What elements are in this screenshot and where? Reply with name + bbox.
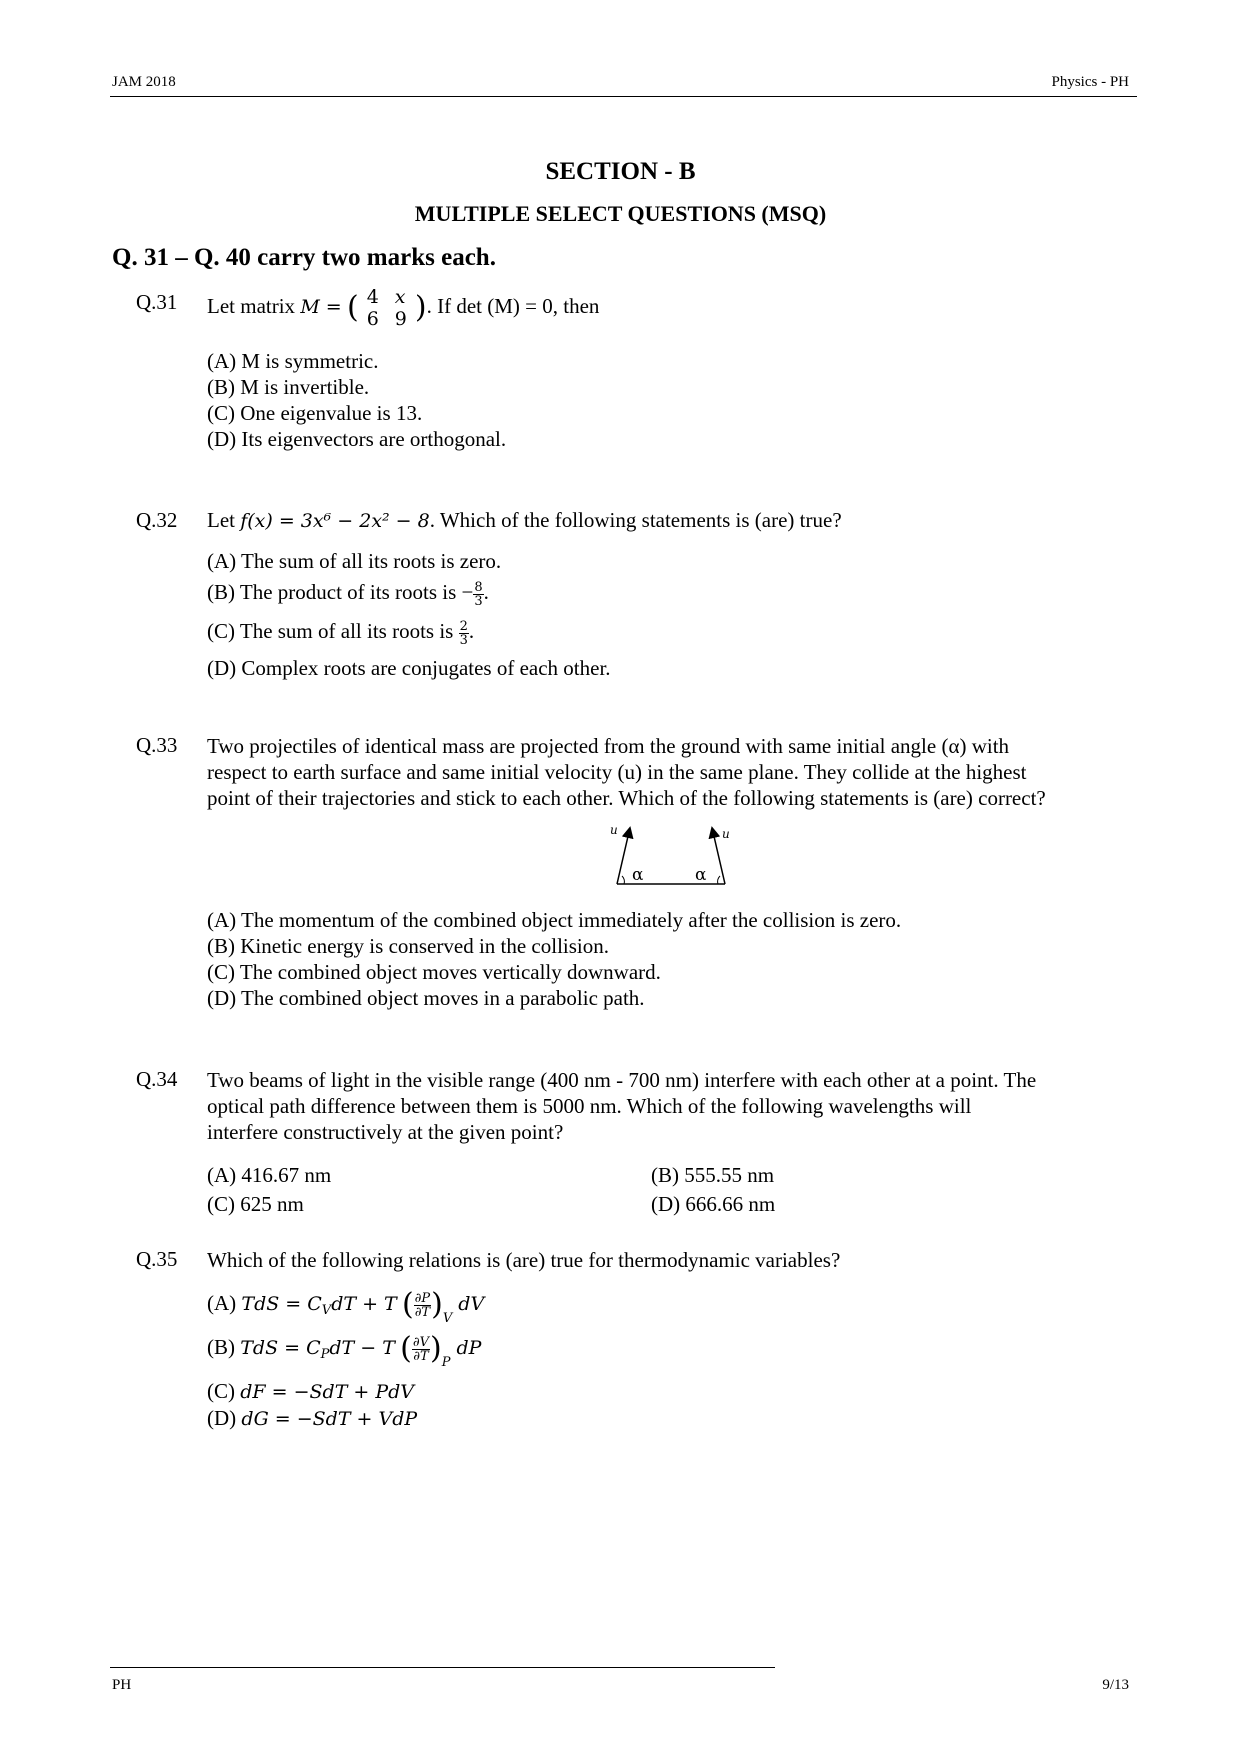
- header-right: Physics - PH: [1051, 74, 1129, 90]
- q34-option-b: (B) 555.55 nm: [651, 1163, 775, 1187]
- q31-post: . If det (M) = 0, then: [426, 293, 600, 318]
- marks-note: Q. 31 – Q. 40 carry two marks each.: [112, 244, 496, 271]
- velocity-arrow-left: [617, 832, 629, 884]
- section-title: SECTION - B: [545, 158, 696, 185]
- fraction-numerator: ∂V: [412, 1334, 429, 1350]
- header-left: JAM 2018: [112, 74, 176, 90]
- q35-option-a: (A) TdS = $C_VdT + T$ ( $\frac{\partial P}{\partial T}$ )$_V$ dV: [207, 1287, 485, 1326]
- partial-derivative: [412, 1336, 430, 1363]
- fraction-denominator: ∂T: [414, 1304, 431, 1320]
- q31-lhs: M =: [300, 295, 342, 318]
- q35-text: Which of the following relations is (are) true for thermodynamic variables?: [207, 1248, 841, 1272]
- subscript: V: [321, 1303, 332, 1318]
- subscript: P: [320, 1347, 330, 1362]
- q35-option-d: [207, 1405, 417, 1432]
- q32-option-b-text: (B) The product of its roots is −: [207, 580, 474, 604]
- q33-line-1: Two projectiles of identical mass are projected from the ground with same initial angle (α) with: [207, 734, 1010, 758]
- q31-option-b: (B) M is invertible.: [207, 375, 370, 399]
- angle-arc-right: [718, 876, 720, 884]
- section-subtitle: MULTIPLE SELECT QUESTIONS (MSQ): [414, 201, 827, 226]
- q33-option-c: (C) The combined object moves vertically downward.: [207, 960, 661, 984]
- q31-stem: Let matrix M = ( 4 x 6 9 ). If det (M) = 0, then: [207, 286, 600, 330]
- q35-option-a-end: dV: [452, 1293, 485, 1315]
- footer-rule: [110, 1667, 775, 1668]
- matrix-cell: x: [394, 286, 406, 308]
- q33-line-2: respect to earth surface and same initial velocity (u) in the same plane. They collide at the highest: [207, 760, 1027, 784]
- q34-option-a: (A) 416.67 nm: [207, 1163, 332, 1187]
- q35-option-a-label: (A): [207, 1291, 242, 1315]
- q35-option-c-label: (C): [207, 1379, 241, 1403]
- q31-option-d: (D) Its eigenvectors are orthogonal.: [207, 427, 507, 451]
- q34-number: Q.34: [136, 1067, 178, 1091]
- subscript: V: [442, 1311, 453, 1326]
- subscript: P: [441, 1355, 451, 1370]
- q31-number: Q.31: [136, 290, 178, 314]
- fraction-denominator: 3: [459, 632, 468, 648]
- footer-left: PH: [112, 1677, 132, 1693]
- fraction-numerator: ∂P: [414, 1290, 431, 1306]
- q35-option-b-end: dP: [450, 1337, 482, 1359]
- q32-stem: [207, 507, 842, 534]
- q35-number: Q.35: [136, 1247, 178, 1271]
- q33-option-b: (B) Kinetic energy is conserved in the collision.: [207, 934, 610, 958]
- fraction-numerator: 2: [459, 618, 468, 634]
- q34-line-2: optical path difference between them is 5000 nm. Which of the following wavelengths will: [207, 1094, 972, 1118]
- q35-option-b: (B) TdS = $C_PdT - T$ ( $\frac{\partial V}{\partial T}$ )$_P$ dP: [207, 1331, 482, 1370]
- q33-line-3: point of their trajectories and stick to each other. Which of the following statements is (are) correct?: [207, 786, 1046, 810]
- label-alpha-left: α: [632, 865, 644, 885]
- label-u-left: u: [610, 823, 618, 837]
- fraction-denominator: ∂T: [413, 1348, 429, 1364]
- q32-post: . Which of the following statements is (are) true?: [429, 508, 842, 532]
- matrix-cell: 4: [366, 286, 379, 308]
- q34-option-c: (C) 625 nm: [207, 1192, 304, 1216]
- label-alpha-right: α: [695, 865, 707, 885]
- q32-option-c-text: (C) The sum of all its roots is: [207, 619, 459, 643]
- q32-pre: Let: [207, 508, 241, 532]
- q35-option-a-mid: dT + T: [331, 1293, 397, 1315]
- q31-option-a: (A) M is symmetric.: [207, 349, 379, 373]
- q35-option-b-mid: dT − T: [329, 1337, 395, 1359]
- q32-option-b: (B) The product of its roots is − $\frac{8}{3}$ .: [207, 579, 489, 609]
- q35-option-a-lhs: TdS = C: [241, 1293, 322, 1315]
- q34-line-1: Two beams of light in the visible range (400 nm - 700 nm) interfere with each other at a point. The: [207, 1068, 1037, 1092]
- q35-option-b-label: (B): [207, 1335, 241, 1359]
- q35-option-c-expr: dF = −SdT + PdV: [240, 1381, 415, 1403]
- angle-arc-left: [622, 876, 624, 884]
- q31-matrix: [359, 286, 415, 330]
- partial-derivative: [414, 1292, 431, 1319]
- q34-option-d: (D) 666.66 nm: [651, 1192, 776, 1216]
- label-u-right: u: [722, 827, 730, 841]
- q31-option-c: (C) One eigenvalue is 13.: [207, 401, 423, 425]
- matrix-cell: 9: [394, 308, 407, 330]
- fraction: [459, 620, 469, 647]
- q35-option-c: [207, 1378, 414, 1405]
- q31-pre: Let matrix: [207, 293, 301, 318]
- q35-option-b-lhs: TdS = C: [240, 1337, 321, 1359]
- q33-option-a: (A) The momentum of the combined object immediately after the collision is zero.: [207, 908, 902, 932]
- q35-option-d-label: (D): [207, 1406, 242, 1430]
- fraction-numerator: 8: [474, 579, 483, 595]
- q32-option-a: (A) The sum of all its roots is zero.: [207, 549, 502, 573]
- projectile-diagram: [600, 820, 740, 895]
- header-rule: [110, 96, 1137, 97]
- q34-line-3: interfere constructively at the given point?: [207, 1120, 564, 1144]
- q32-option-c: (C) The sum of all its roots is $\frac{2}{3}$ .: [207, 618, 475, 648]
- q35-option-d-expr: dG = −SdT + VdP: [241, 1408, 418, 1430]
- page-number: 9/13: [1102, 1677, 1129, 1693]
- q32-option-d: (D) Complex roots are conjugates of each other.: [207, 656, 611, 680]
- fraction-denominator: 3: [474, 593, 483, 609]
- fraction: [473, 581, 483, 608]
- matrix-cell: 6: [366, 308, 379, 330]
- q33-option-d: (D) The combined object moves in a parabolic path.: [207, 986, 645, 1010]
- q33-number: Q.33: [136, 733, 178, 757]
- q32-number: Q.32: [136, 508, 178, 532]
- q32-expression: f(x) = 3x⁶ − 2x² − 8: [240, 510, 430, 532]
